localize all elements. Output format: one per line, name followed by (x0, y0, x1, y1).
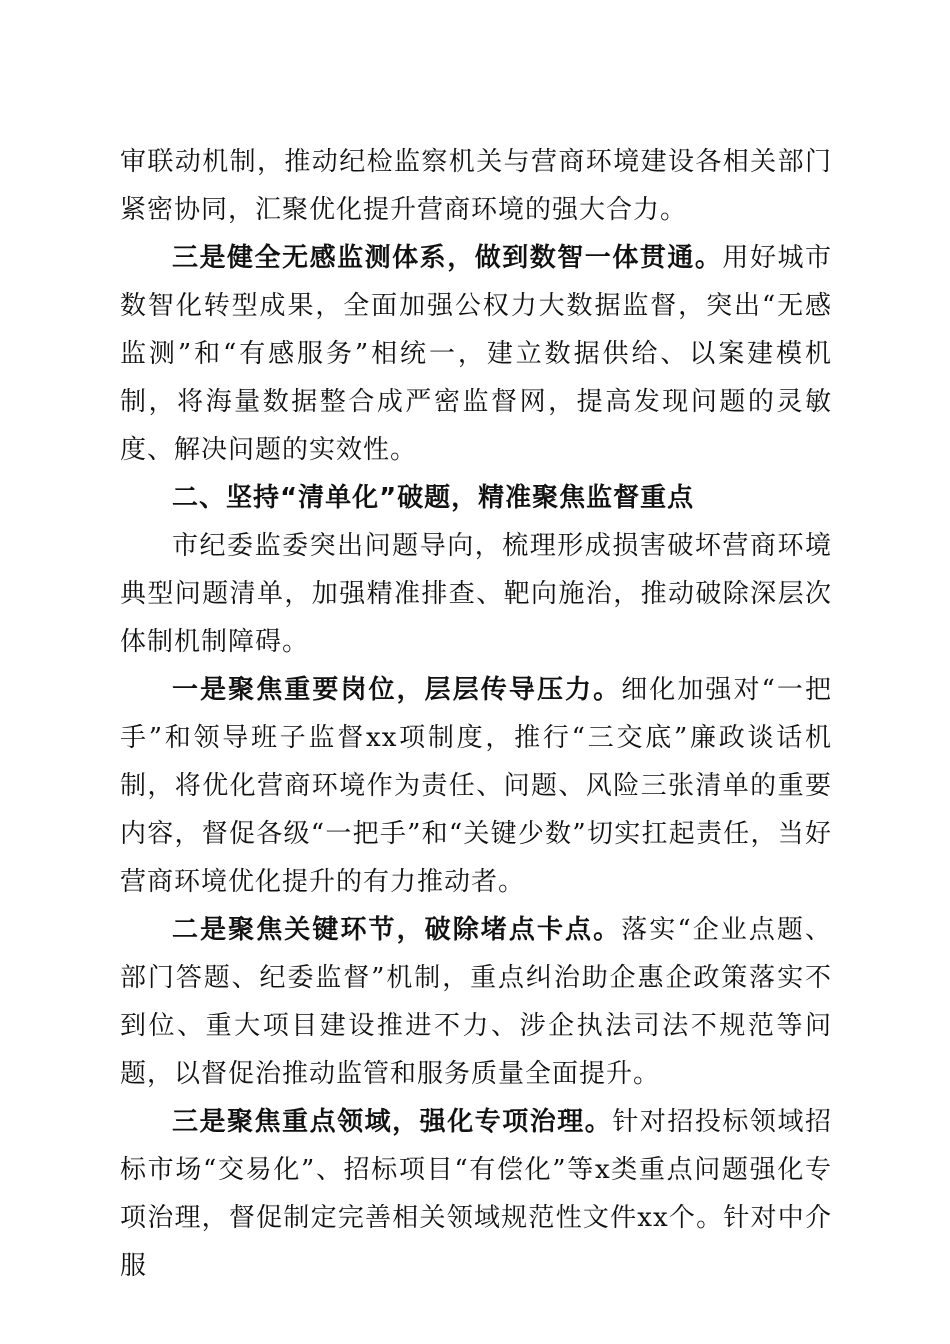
paragraph-intro (120, 522, 832, 666)
paragraph-text: 用好城市数智化转型成果，全面加强公权力大数据监督，突出“无感监测”和“有感服务”相统一，建立数据供给、以案建模机制，将海量数据整合成严密监督网，提高发现问题的灵敏度、解决问题的实效性。 (120, 243, 832, 465)
paragraph-continuation (120, 138, 832, 234)
paragraph-key-positions (120, 666, 832, 906)
section-heading (120, 474, 832, 522)
paragraph-lead: 一是聚焦重要岗位，层层传导压力。 (172, 675, 622, 705)
paragraph-text: 针对招投标领域招标市场“交易化”、招标项目“有偿化”等x类重点问题强化专项治理，督促制定完善相关领域规范性文件xx个。针对中介服 (120, 1107, 832, 1281)
document-body (120, 138, 832, 1290)
paragraph-monitoring-system (120, 234, 832, 474)
paragraph-key-fields (120, 1098, 832, 1290)
paragraph-lead: 三是聚焦重点领域，强化专项治理。 (172, 1107, 613, 1137)
paragraph-text: 市纪委监委突出问题导向，梳理形成损害破坏营商环境典型问题清单，加强精准排查、靶向施治，推动破除深层次体制机制障碍。 (120, 531, 832, 657)
paragraph-lead: 三是健全无感监测体系，做到数智一体贯通。 (172, 243, 723, 273)
paragraph-text: 细化加强对“一把手”和领导班子监督xx项制度，推行“三交底”廉政谈话机制，将优化营商环境作为责任、问题、风险三张清单的重要内容，督促各级“一把手”和“关键少数”切实扛起责任，当好营商环境优化提升的有力推动者。 (120, 675, 832, 897)
paragraph-text: 审联动机制，推动纪检监察机关与营商环境建设各相关部门紧密协同，汇聚优化提升营商环境的强大合力。 (120, 147, 832, 225)
paragraph-text: 落实“企业点题、部门答题、纪委监督”机制，重点纠治助企惠企政策落实不到位、重大项目建设推进不力、涉企执法司法不规范等问题，以督促治推动监管和服务质量全面提升。 (120, 915, 832, 1089)
paragraph-lead: 二是聚焦关键环节，破除堵点卡点。 (172, 915, 622, 945)
paragraph-key-links (120, 906, 832, 1098)
section-heading-text: 二、坚持“清单化”破题，精准聚焦监督重点 (172, 483, 695, 513)
